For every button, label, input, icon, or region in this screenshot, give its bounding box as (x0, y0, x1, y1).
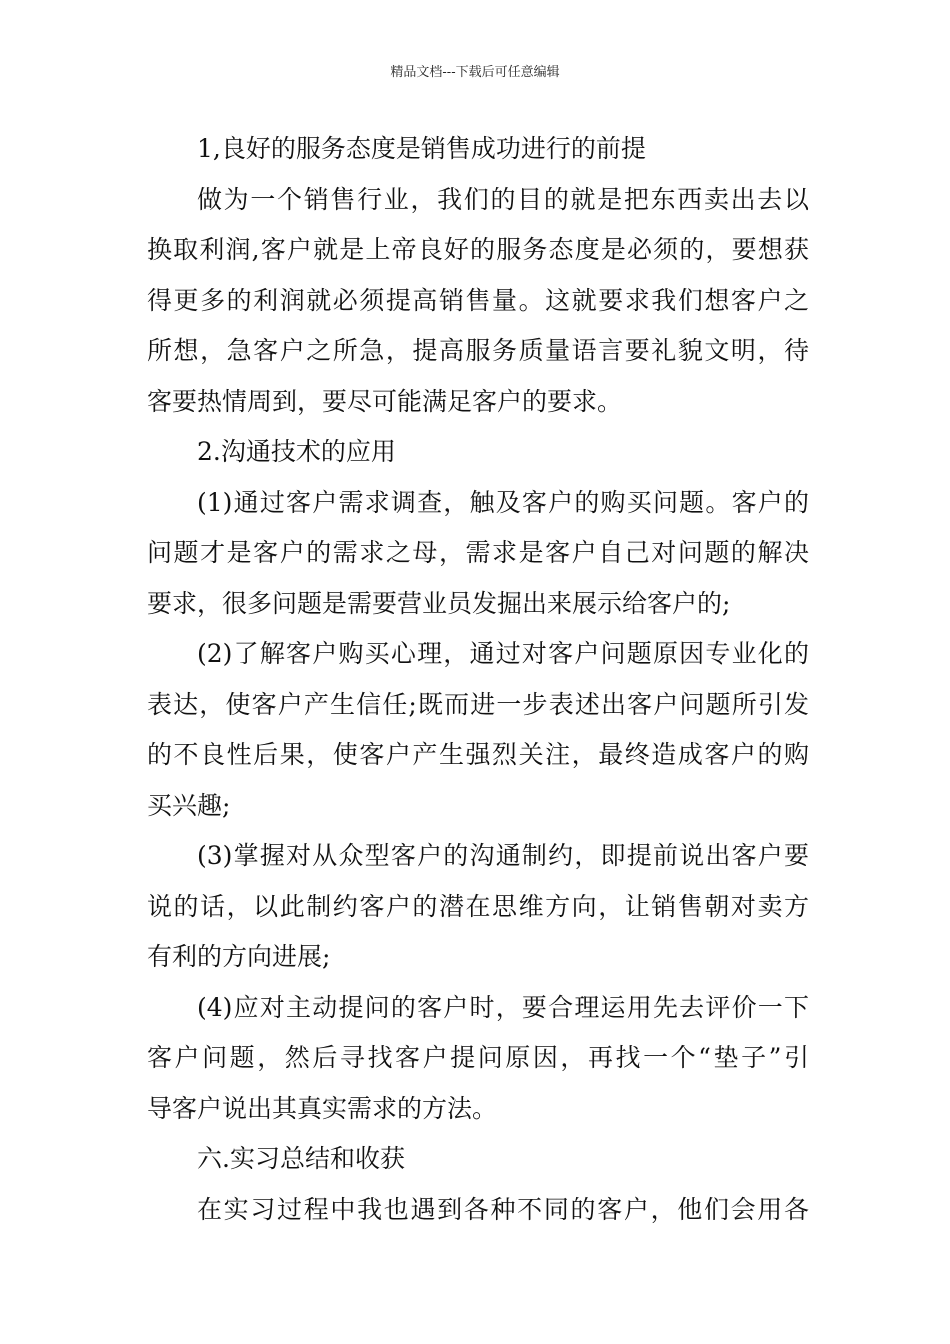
paragraph-line: (3)掌握对从众型客户的沟通制约，即提前说出客户要 (197, 841, 809, 870)
paragraph-line: (2)了解客户购买心理，通过对客户问题原因专业化的 (197, 639, 809, 668)
paragraph-line: 说的话，以此制约客户的潜在思维方向，让销售朝对卖方 (147, 891, 809, 921)
paragraph-line: 有利的方向进展; (147, 942, 331, 971)
paragraph-line: 换取利润,客户就是上帝良好的服务态度是必须的，要想获 (147, 235, 809, 264)
paragraph-line: 表达，使客户产生信任;既而进一步表述出客户问题所引发 (147, 689, 809, 719)
paragraph-line: 客户问题，然后寻找客户提问原因，再找一个“垫子”引 (147, 1043, 809, 1072)
paragraph-line: 所想，急客户之所急，提高服务质量语言要礼貌文明，待 (147, 336, 809, 365)
document-body (147, 124, 809, 1235)
paragraph-line: 的不良性后果，使客户产生强烈关注，最终造成客户的购 (147, 740, 809, 769)
page-header: 精品文档---下载后可任意编辑 (390, 65, 560, 80)
paragraph-line: 要求，很多问题是需要营业员发掘出来展示给客户的; (147, 588, 731, 618)
paragraph-line: 买兴趣; (147, 790, 231, 820)
paragraph-line: 导客户说出其真实需求的方法。 (147, 1093, 498, 1123)
paragraph-line: 得更多的利润就必须提高销售量。这就要求我们想客户之 (147, 285, 809, 315)
section-heading: 六.实习总结和收获 (197, 1144, 405, 1173)
section-heading: 1,良好的服务态度是销售成功进行的前提 (197, 134, 646, 163)
section-heading: 2.沟通技术的应用 (197, 437, 396, 466)
paragraph-line: (4)应对主动提问的客户时，要合理运用先去评价一下 (197, 992, 809, 1022)
paragraph-line: (1)通过客户需求调查，触及客户的购买问题。客户的 (197, 487, 809, 517)
paragraph-line: 在实习过程中我也遇到各种不同的客户，他们会用各 (197, 1194, 809, 1224)
paragraph-line: 客要热情周到，要尽可能满足客户的要求。 (147, 386, 623, 416)
paragraph-line: 做为一个销售行业，我们的目的就是把东西卖出去以 (197, 184, 809, 214)
paragraph-line: 问题才是客户的需求之母，需求是客户自己对问题的解决 (147, 538, 809, 567)
